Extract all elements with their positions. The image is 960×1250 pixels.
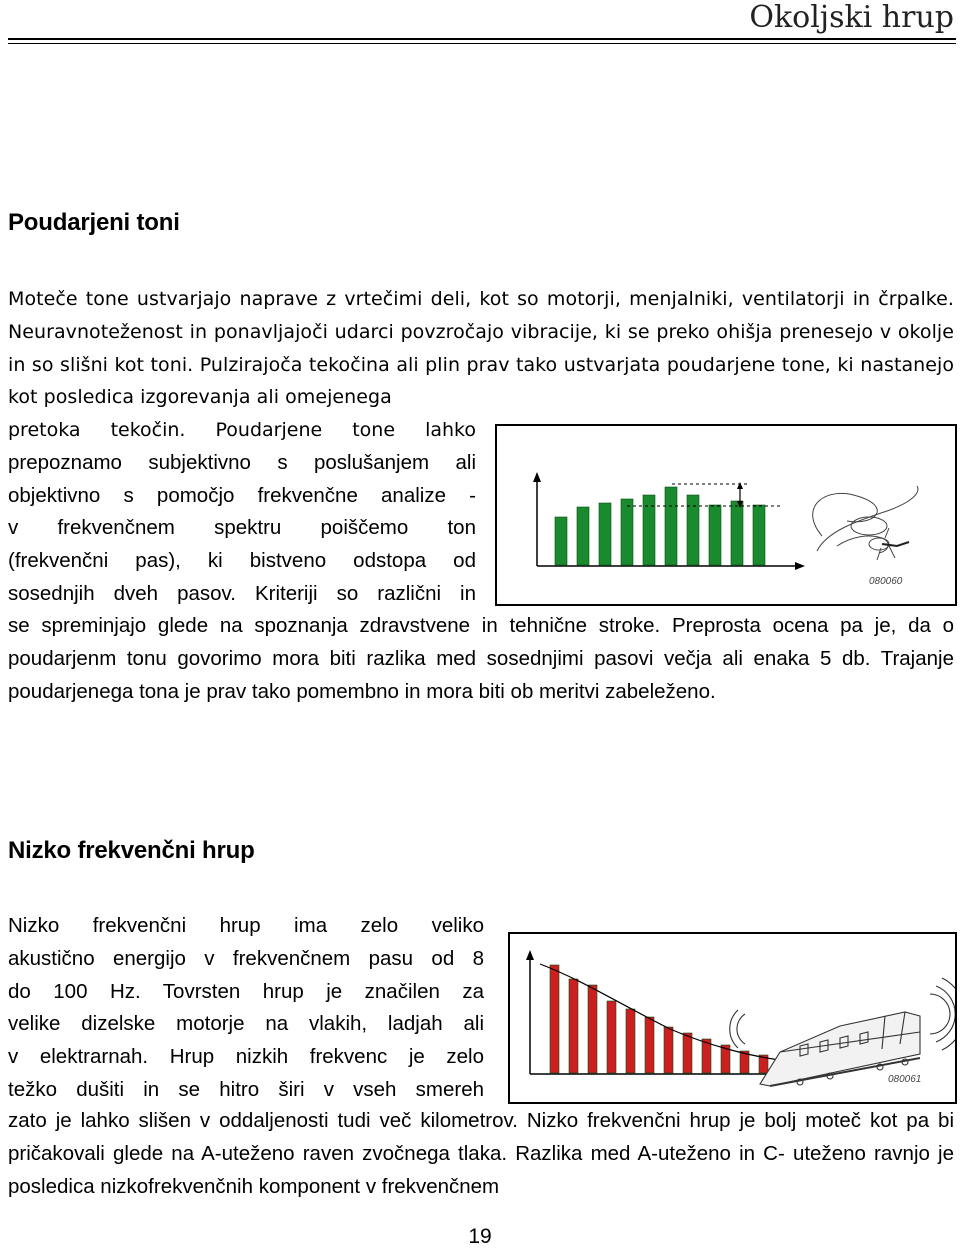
text-line: (frekvenčni pas), ki bistveno odstopa od: [8, 549, 476, 573]
tonal-bars: [555, 487, 765, 565]
lowfreq-spectrum-figure: [508, 932, 957, 1104]
spectrum-bar: [550, 965, 559, 1073]
page-number: 19: [468, 1225, 492, 1248]
spectrum-bar: [753, 505, 765, 565]
spectrum-bar: [626, 1009, 635, 1073]
header-rule-thin: [8, 43, 956, 44]
section-heading-lowfreq: Nizko frekvenčni hrup: [8, 837, 255, 864]
text-line: sosednjih dveh pasov. Kriteriji so različni in: [8, 581, 476, 605]
lowfreq-wrapped-text: [8, 910, 484, 1107]
text-line: velike dizelske motorje na vlakih, ladjah ali: [8, 1012, 484, 1036]
text-line: do 100 Hz. Tovrsten hrup je značilen za: [8, 979, 484, 1003]
text-line: v frekvenčnem spektru poiščemo ton: [8, 516, 476, 540]
text-line: pretoka tekočin. Poudarjene tone lahko: [8, 419, 476, 441]
figure-code-label: 080061: [888, 1074, 922, 1085]
spectrum-bar: [588, 985, 597, 1073]
spectrum-bar: [577, 507, 589, 565]
spectrum-bar: [569, 979, 578, 1073]
tonal-spectrum-illustration: [497, 426, 955, 604]
spectrum-bar: [599, 503, 611, 565]
header-rule: [8, 38, 956, 40]
spectrum-bar: [645, 1017, 654, 1073]
y-axis-arrow-icon: [533, 472, 541, 482]
lowfreq-spectrum-illustration: [510, 934, 955, 1102]
x-axis-arrow-icon: [795, 562, 805, 570]
lowfreq-bars: [550, 965, 768, 1073]
mosquito-sketch-icon: [813, 486, 918, 560]
y-axis-arrow-icon: [526, 950, 534, 960]
text-line: prepoznamo subjektivno s poslušanjem ali: [8, 450, 476, 474]
spectrum-bar: [621, 499, 633, 565]
text-line: Nizko frekvenčni hrup ima zelo veliko: [8, 914, 484, 937]
difference-arrow-up-icon: [737, 482, 743, 489]
lowfreq-paragraph-tail: zato je lahko slišen v oddaljenosti tudi več kilometrov. Nizko frekvenčni hrup je bolj moteč kot pa bi pričakovali glede na A-uteženo raven zvočnega tlaka. Razlika med A-uteženo in C- uteženo ravnjo je posledica nizkofrekvenčnih komponent v frekvenčnem: [8, 1109, 954, 1198]
section-heading-tonal: Poudarjeni toni: [8, 209, 180, 236]
spectrum-bar: [709, 505, 721, 565]
spectrum-bar: [664, 1027, 673, 1073]
tonal-wrapped-text: [8, 414, 476, 611]
tonal-spectrum-figure: [495, 424, 957, 606]
tonal-paragraph-tail: se spreminjajo glede na spoznanja zdravstvene in tehnične stroke. Preprosta ocena pa je, da o poudarjenm tonu govorimo mora biti razlika med sosednjimi pasovi večja ali enaka 5 db. Trajanje poudarjenega tona je prav tako pomembno in mora biti ob meritvi zabeleženo.: [8, 614, 954, 703]
spectrum-bar: [665, 487, 677, 565]
tonal-paragraph-intro: Moteče tone ustvarjajo naprave z vrtečimi deli, kot so motorji, menjalniki, ventilatorji in črpalke. Neuravnoteženost in ponavljajoči udarci povzročajo vibracije, ki se preko ohišja prenesejo v okolje in so slišni kot toni. Pulzirajoča tekočina ali plin prav tako ustvarjata poudarjene tone, ki nastanejo kot posledica izgorevanja ali omejenega: [8, 288, 954, 409]
spectrum-bar: [607, 1001, 616, 1073]
spectrum-bar: [683, 1033, 692, 1073]
text-line: v elektrarnah. Hrup nizkih frekvenc je zelo: [8, 1045, 484, 1069]
spectrum-bar: [555, 517, 567, 565]
text-line: težko dušiti in se hitro širi v vseh smereh: [8, 1077, 484, 1101]
spectrum-bar: [731, 501, 743, 565]
text-line: objektivno s pomočjo frekvenčne analize -: [8, 483, 476, 507]
text-line: akustično energijo v frekvenčnem pasu od 8: [8, 946, 484, 970]
figure-code-label: 080060: [869, 576, 903, 587]
running-header-title: Okoljski hrup: [749, 0, 954, 35]
